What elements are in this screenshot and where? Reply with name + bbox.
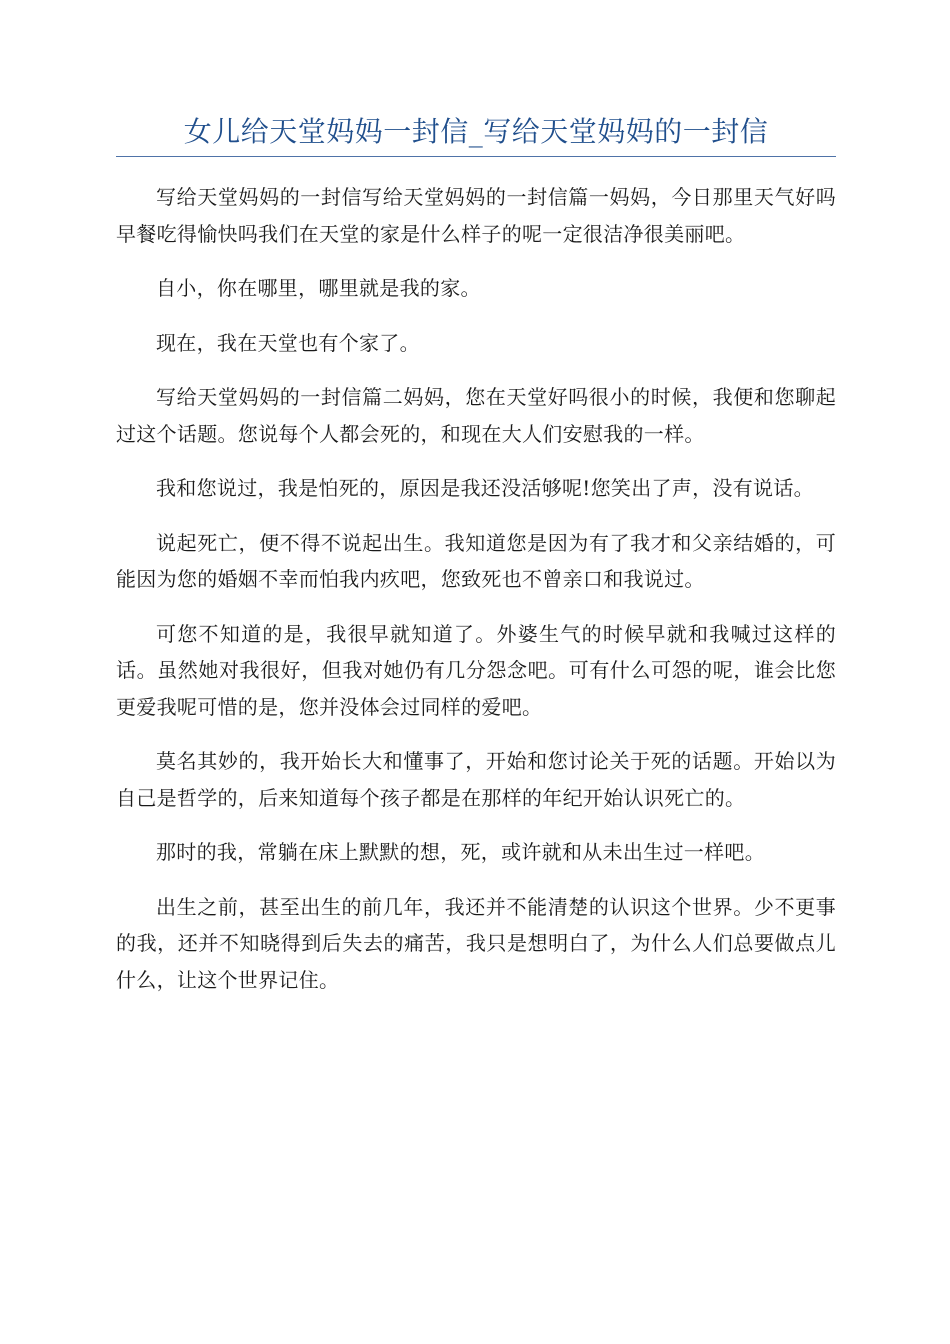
paragraph: 莫名其妙的，我开始长大和懂事了，开始和您讨论关于死的话题。开始以为自己是哲学的，后来知道每个孩子都是在那样的年纪开始认识死亡的。 (116, 749, 836, 810)
paragraph: 自小，你在哪里，哪里就是我的家。 (156, 276, 481, 300)
document-page (116, 112, 836, 1016)
paragraph: 那时的我，常躺在床上默默的想，死，或许就和从未出生过一样吧。 (156, 840, 765, 864)
paragraph: 可您不知道的是，我很早就知道了。外婆生气的时候早就和我喊过这样的话。虽然她对我很好，但我对她仍有几分怨念吧。可有什么可怨的呢，谁会比您更爱我呢可惜的是，您并没体会过同样的爱吧。 (116, 621, 836, 719)
document-body (116, 179, 836, 998)
paragraph: 写给天堂妈妈的一封信写给天堂妈妈的一封信篇一妈妈，今日那里天气好吗早餐吃得愉快吗我们在天堂的家是什么样子的呢一定很洁净很美丽吧。 (116, 185, 836, 246)
paragraph: 出生之前，甚至出生的前几年，我还并不能清楚的认识这个世界。少不更事的我，还并不知晓得到后失去的痛苦，我只是想明白了，为什么人们总要做点儿什么，让这个世界记住。 (116, 894, 836, 992)
paragraph: 写给天堂妈妈的一封信篇二妈妈，您在天堂好吗很小的时候，我便和您聊起过这个话题。您说每个人都会死的，和现在大人们安慰我的一样。 (116, 385, 836, 446)
paragraph: 我和您说过，我是怕死的，原因是我还没活够呢!您笑出了声，没有说话。 (156, 476, 814, 500)
paragraph: 说起死亡，便不得不说起出生。我知道您是因为有了我才和父亲结婚的，可能因为您的婚姻不幸而怕我内疚吧，您致死也不曾亲口和我说过。 (116, 530, 836, 591)
document-title: 女儿给天堂妈妈一封信_写给天堂妈妈的一封信 (116, 112, 836, 157)
paragraph: 现在，我在天堂也有个家了。 (156, 330, 420, 355)
